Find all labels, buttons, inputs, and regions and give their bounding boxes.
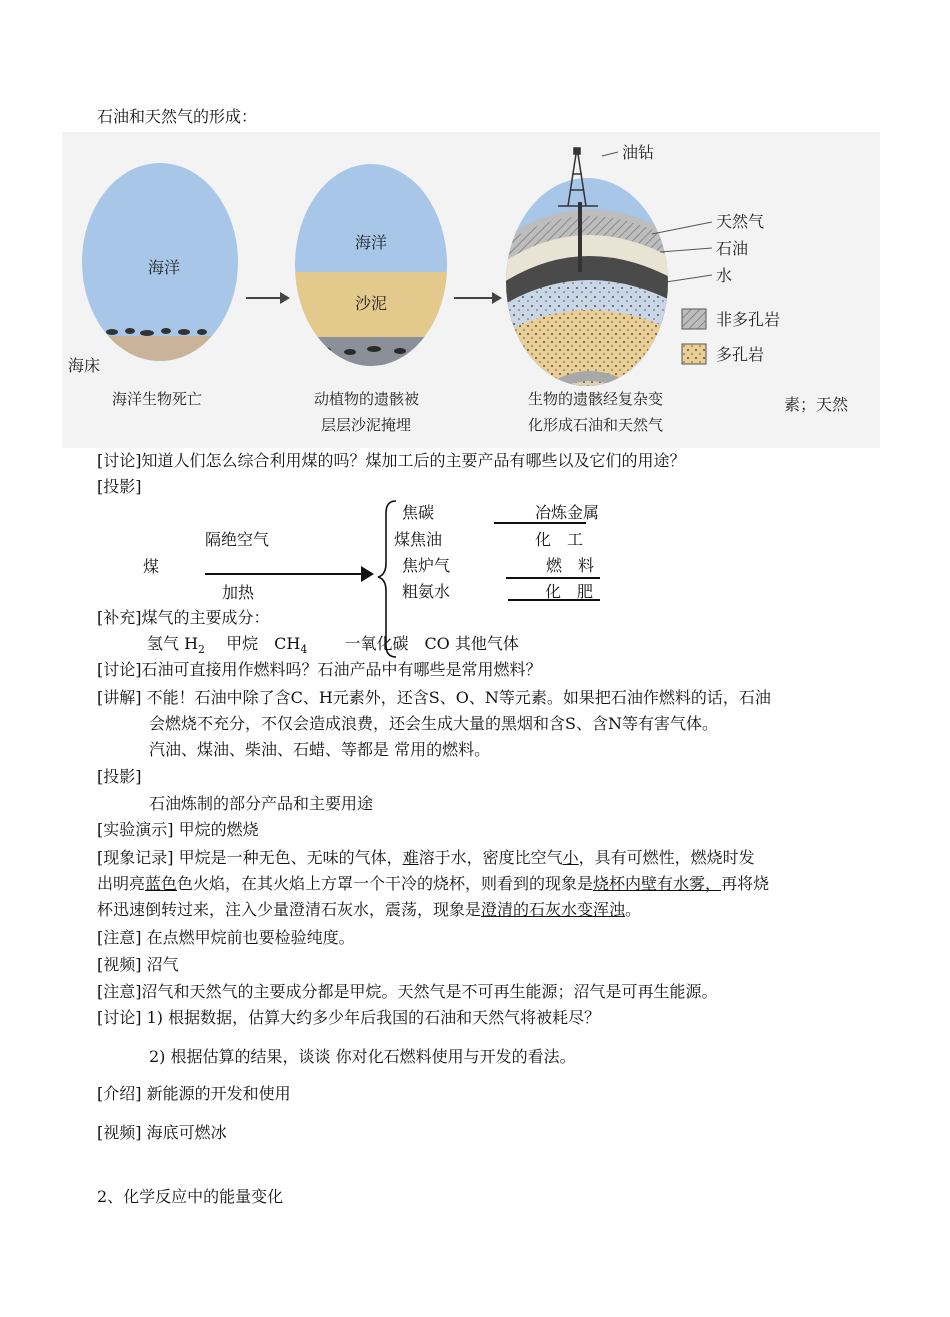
- product-coke-oven-gas: 焦炉气: [402, 556, 451, 575]
- note-methane: [注意]沼气和天然气的主要成分都是甲烷。天然气是不可再生能源；沼气是可再生能源。: [97, 982, 718, 1001]
- arrow-icon: [454, 292, 502, 304]
- obs-answer-density: 小: [562, 848, 579, 867]
- arrow-icon: [246, 292, 290, 304]
- use-metal-smelting: 冶炼金属: [535, 503, 600, 522]
- stage-3-drill-label: 油钻: [622, 143, 655, 162]
- stage-3-gas-label: 天然气: [716, 212, 765, 231]
- stage-2-caption-line-2: 层层沙泥掩埋: [321, 416, 412, 434]
- lecture-line-2: 会燃烧不充分，不仅会造成浪费，还会生成大量的黑烟和含S、含N等有害气体。: [149, 714, 718, 733]
- section-2-title: 2、化学反应中的能量变化: [97, 1187, 284, 1206]
- use-chemical: 化 工: [535, 530, 584, 549]
- obs-answer-insoluble: 难: [402, 848, 419, 867]
- discussion-estimate-2: 2) 根据估算的结果，谈谈 你对化石燃料使用与开发的看法。: [149, 1047, 576, 1066]
- projection-label-2: [投影]: [97, 767, 142, 786]
- lecture-line-1: [讲解] 不能！石油中除了含C、H元素外，还含S、O、N等元素。如果把石油作燃料的话，石油: [97, 688, 771, 707]
- arrow-head-icon: [361, 566, 375, 582]
- stage-3-globe: [492, 132, 692, 432]
- stage-1-seabed-label: 海床: [68, 356, 101, 375]
- product-coal-tar: 煤焦油: [394, 530, 443, 549]
- observation-line-2: [97, 874, 769, 894]
- stage-2-ocean-label: 海洋: [355, 233, 388, 252]
- use-line-2: [506, 577, 600, 579]
- observation-line-1: [97, 848, 755, 868]
- obs-text: 。: [625, 900, 642, 919]
- condition-top-label: 隔绝空气: [205, 530, 270, 549]
- stage-2-sand-label: 沙泥: [355, 294, 388, 313]
- discussion-coal: [讨论]知道人们怎么综合利用煤的吗？煤加工后的主要产品有哪些以及它们的用途？: [97, 451, 686, 470]
- stage-1-ocean-label: 海洋: [148, 258, 181, 277]
- observation-line-3: [97, 900, 641, 920]
- section-title: 石油和天然气的形成：: [97, 107, 258, 126]
- condition-bottom-label: 加热: [222, 583, 255, 602]
- process-arrow-shaft: [205, 573, 365, 575]
- discussion-estimate-1: [讨论] 1) 根据数据，估算大约多少年后我国的石油和天然气将被耗尽？: [97, 1008, 601, 1027]
- video-combustible-ice: [视频] 海底可燃冰: [97, 1123, 227, 1142]
- use-fuel: 燃 料: [546, 556, 595, 575]
- obs-text: 杯迅速倒转过来，注入少量澄清石灰水，震荡，现象是: [97, 900, 482, 919]
- obs-answer-color: 蓝色: [145, 874, 178, 893]
- video-biogas: [视频] 沼气: [97, 955, 179, 974]
- obs-text: 再将烧: [721, 874, 770, 893]
- intro-new-energy: [介绍] 新能源的开发和使用: [97, 1084, 291, 1103]
- gas-ch4-subscript: 4: [300, 643, 308, 656]
- obs-text: [现象记录] 甲烷是一种无色、无味的气体，: [97, 848, 403, 867]
- supplement-line: [补充]煤气的主要成分：: [97, 608, 270, 627]
- gas-ch4: 甲烷 CH: [226, 634, 301, 653]
- projection-2-text: 石油炼制的部分产品和主要用途: [149, 794, 374, 813]
- note-purity: [注意] 在点燃甲烷前也要检验纯度。: [97, 928, 355, 947]
- experiment-line: [实验演示] 甲烷的燃烧: [97, 820, 259, 839]
- use-fertilizer: 化 肥: [545, 582, 594, 601]
- lecture-line-3: 汽油、煤油、柴油、石蜡、等都是 常用的燃料。: [149, 740, 491, 759]
- obs-text: 溶于水，密度比空气: [418, 848, 563, 867]
- product-ammonia-water: 粗氨水: [402, 582, 451, 601]
- gas-components: [147, 634, 519, 656]
- legend-nonporous-label: 非多孔岩: [716, 310, 781, 329]
- stage-3-caption-line-1: 生物的遗骸经复杂变: [528, 390, 664, 408]
- stage-3-oil-label: 石油: [716, 239, 749, 258]
- stage-2-globe: [262, 132, 482, 432]
- obs-answer-water-mist: 烧杯内壁有水雾，: [593, 874, 722, 893]
- stage-1-caption: 海洋生物死亡: [112, 390, 203, 408]
- discussion-oil-fuel: [讨论]石油可直接用作燃料吗？石油产品中有哪些是常用燃料？: [97, 660, 542, 679]
- obs-text: 出明亮: [97, 874, 146, 893]
- legend: [682, 309, 780, 364]
- projection-label: [投影]: [97, 477, 142, 496]
- stage-2-caption-line-1: 动植物的遗骸被: [314, 390, 420, 408]
- obs-answer-limewater: 澄清的石灰水变浑浊: [481, 900, 626, 919]
- stage-3-caption-line-2: 化形成石油和天然气: [528, 416, 664, 434]
- figure-side-text: 素；天然: [784, 395, 849, 414]
- obs-text: ，具有可燃性，燃烧时发: [578, 848, 755, 867]
- oil-formation-figure: [62, 132, 880, 448]
- stage-3-water-label: 水: [716, 266, 733, 285]
- gas-h2-subscript: 2: [198, 643, 206, 656]
- product-coke: 焦碳: [402, 503, 435, 522]
- obs-text: 色火焰，在其火焰上方罩一个干冷的烧杯，则看到的现象是: [177, 874, 594, 893]
- legend-porous-label: 多孔岩: [716, 345, 765, 364]
- gas-co: 一氧化碳 CO 其他气体: [344, 634, 519, 653]
- gas-h2: 氢气 H: [147, 634, 199, 653]
- coal-label: 煤: [143, 557, 160, 576]
- stage-1-globe: [62, 132, 262, 432]
